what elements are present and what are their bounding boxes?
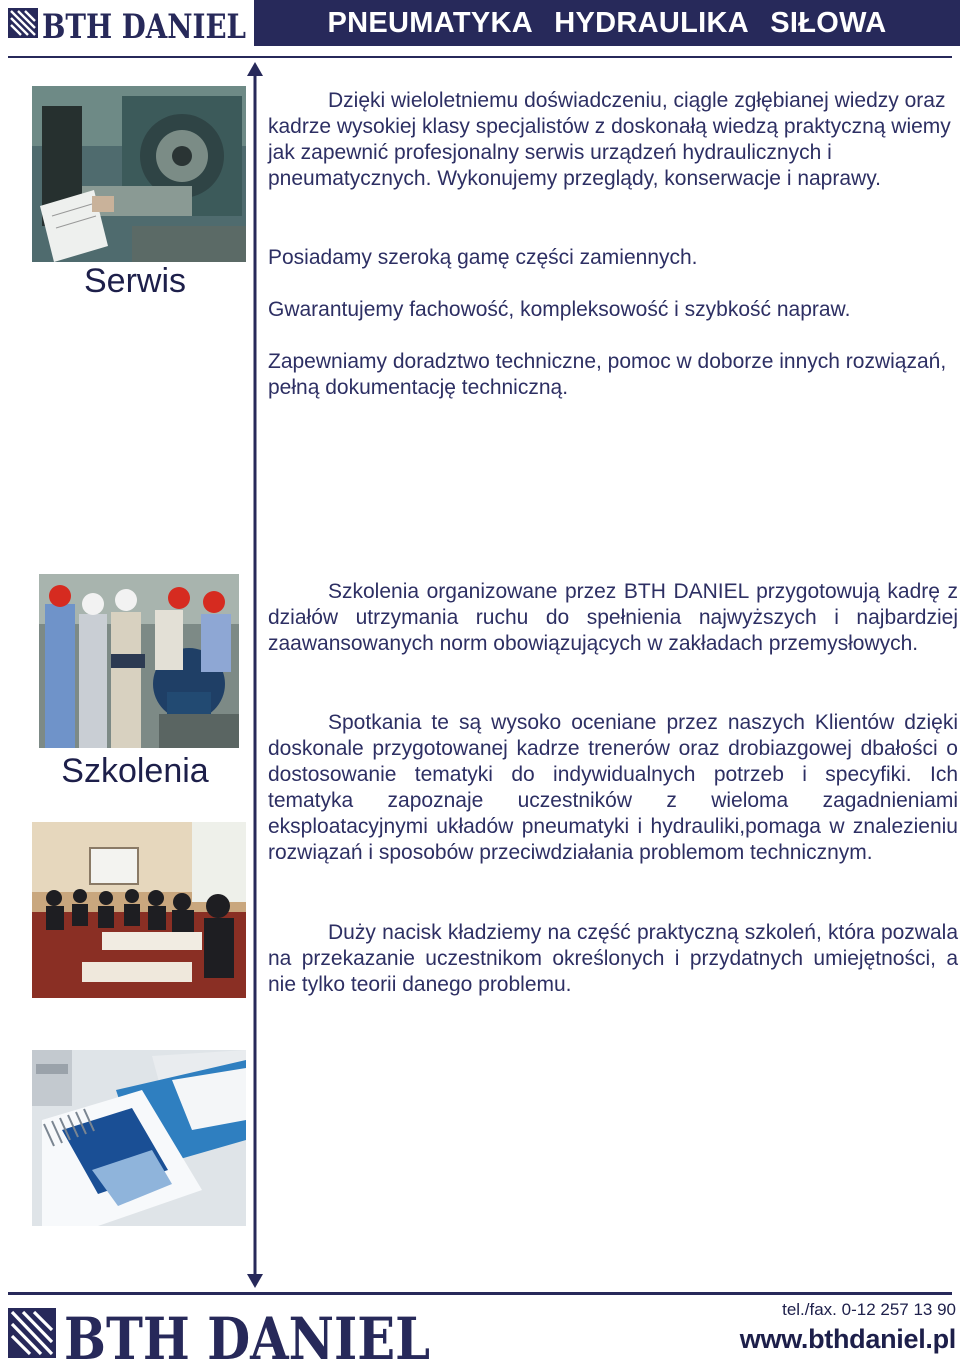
header-divider bbox=[8, 56, 952, 58]
training-classroom-photo bbox=[32, 822, 246, 998]
svg-text:BTH DANIEL: BTH DANIEL bbox=[42, 7, 247, 47]
szkolenia-paragraph-1: Szkolenia organizowane przez BTH DANIEL przygotowują kadrę z działów utrzymania ruchu do spełnienia najwyższych i najbardziej zaawansowanych norm obowiązujących w zakładach przemysłowych. bbox=[268, 580, 958, 655]
footer-divider bbox=[8, 1292, 952, 1295]
serwis-paragraph-2: Posiadamy szeroką gamę części zamiennych. bbox=[268, 246, 698, 269]
timeline-arrow bbox=[246, 62, 264, 1288]
bth-daniel-logo bbox=[8, 6, 248, 47]
page-title: PNEUMATYKA HYDRAULIKA SIŁOWA bbox=[327, 7, 887, 39]
section-label-serwis: Serwis bbox=[83, 262, 187, 300]
serwis-paragraph-4: Zapewniamy doradztwo techniczne, pomoc w doborze innych rozwiązań, pełną dokumentację techniczną. bbox=[268, 350, 947, 399]
service-workshop-photo bbox=[32, 86, 246, 262]
szkolenia-paragraph-2: Spotkania te są wysoko oceniane przez naszych Klientów dzięki doskonale przygotowanej kadrze trenerów oraz drobiazgowej dbałości o dostosowanie tematyki do indywidualnych potrzeb i specyfiki. Ich tematyka zapoznaje uczestników z wieloma zagadnieniami eksploatacyjnymi układów pneumatyki i hydrauliki,pomaga w znalezieniu rozwiązań i sposobów przeciwdziałania problemom technicznym. bbox=[268, 711, 958, 864]
svg-text:BTH DANIEL: BTH DANIEL bbox=[64, 1305, 430, 1368]
training-materials-photo bbox=[32, 1050, 246, 1226]
website-link[interactable]: www.bthdaniel.pl bbox=[739, 1324, 956, 1354]
section-label-szkolenia: Szkolenia bbox=[61, 752, 209, 790]
szkolenia-paragraph-3: Duży nacisk kładziemy na część praktyczną szkoleń, która pozwala na przekazanie uczestnikom określonych i przydatnych umiejętności, a nie tylko teorii danego problemu. bbox=[268, 921, 958, 996]
serwis-paragraph-3: Gwarantujemy fachowość, kompleksowość i szybkość napraw. bbox=[268, 298, 851, 321]
bth-daniel-footer-logo bbox=[8, 1305, 432, 1368]
serwis-paragraph-1: Dzięki wieloletniemu doświadczeniu, ciągle zgłębianej wiedzy oraz kadrze wysokiej klasy specjalistów z doskonałą wiedzą praktyczną wiemy jak zapewnić profesjonalny serwis urządzeń hydraulicznych i pneumatycznych. Wykonujemy przeglądy, konserwacje i naprawy. bbox=[268, 89, 951, 190]
training-workers-photo bbox=[39, 574, 239, 748]
contact-phone: tel./fax. 0-12 257 13 90 bbox=[782, 1300, 956, 1319]
